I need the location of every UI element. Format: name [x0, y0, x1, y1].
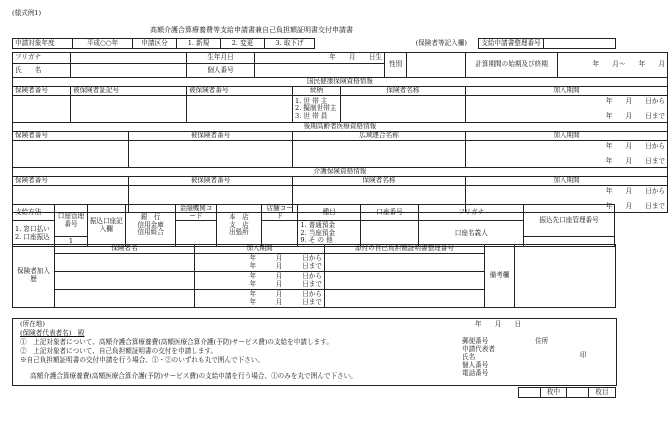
history-cert-field[interactable]	[325, 290, 485, 308]
pages-mid-label: 枚中	[541, 388, 567, 398]
bank-code-field[interactable]	[176, 221, 216, 247]
category-withdraw[interactable]: 3. 取下げ	[265, 39, 315, 49]
account-type-label: 種目	[298, 205, 361, 221]
kokuho-insurer-no-field[interactable]	[13, 96, 71, 123]
branch-code-label: 店舗コード	[262, 205, 298, 221]
sex-label: 性別	[385, 53, 407, 78]
bank-type-options[interactable]: 銀 行 信用金庫 信用組合	[125, 205, 175, 247]
representative-label: (保険者代表者名) 殿	[20, 329, 85, 337]
payment-method-label: 支給方法	[13, 205, 55, 221]
koki-union-header: 広域連合名称	[293, 132, 466, 141]
history-table	[12, 244, 616, 308]
history-period-header: 加入期間	[195, 245, 325, 254]
application-header-row	[12, 38, 616, 49]
transfer-entry-label: 振込口座記入欄	[87, 205, 125, 247]
declaration-line-1[interactable]: ① 上記対象者について、高額介護合算療養費(高額医療合算介護(予防)サービス費)の支給を申請します。	[20, 338, 333, 346]
kokuho-holder-no-header: 被保険者番号	[187, 87, 293, 96]
dest-mgmt-label: 振込先口座管理番号	[524, 205, 615, 237]
kokuho-relation-header: 続柄	[293, 87, 341, 96]
kaigo-section-title: 介護保険資格情報	[13, 168, 668, 177]
account-number-field[interactable]	[360, 221, 418, 247]
koki-union-field[interactable]	[293, 141, 466, 168]
form-label: (様式例1)	[12, 9, 42, 17]
personal-number-label: 個人番号	[187, 64, 255, 78]
history-period-field[interactable]: 年 月 日から 年 月 日まで	[195, 272, 325, 290]
kokuho-section-title: 国民健康保険資格情報	[13, 78, 668, 87]
phone-label: 電話番号	[462, 369, 489, 377]
applicant-table	[12, 52, 668, 213]
kaigo-holder-no-header: 被保険者番号	[129, 177, 293, 186]
furigana-label: フリガナ	[13, 53, 71, 64]
history-name-header: 保険者名	[55, 245, 195, 254]
history-cert-field[interactable]	[325, 254, 485, 272]
address-label: (所在地)	[20, 320, 45, 328]
payment-table	[12, 204, 615, 247]
period-label: 計算期間の始期及び終期	[466, 53, 558, 78]
insurer-column-label: (保険者等記入欄)	[415, 38, 467, 47]
year-label: 申請対象年度	[13, 39, 73, 49]
birthdate-label: 生年月日	[187, 53, 255, 64]
koki-insurer-no-header: 保険者番号	[13, 132, 129, 141]
declaration-line-2[interactable]: ② 上記対象者について、自己負担額証明書の交付を申請します。	[20, 347, 218, 355]
history-name-field[interactable]	[55, 272, 195, 290]
kaigo-period-field[interactable]: 年 月 日から 年 月 日まで	[466, 186, 668, 213]
kokuho-period-field[interactable]: 年 月 日から 年 月 日まで	[466, 96, 668, 123]
koki-holder-no-header: 被保険者番号	[129, 132, 293, 141]
koki-period-header: 加入期間	[466, 132, 668, 141]
history-label: 保険者加入歴	[13, 245, 55, 308]
koki-section-title: 後期高齢者医療資格情報	[13, 123, 668, 132]
remarks-field[interactable]	[515, 245, 616, 308]
category-change[interactable]: 2. 変更	[221, 39, 265, 49]
sex-field[interactable]	[407, 53, 466, 78]
koki-insurer-no-field[interactable]	[13, 141, 129, 168]
kaigo-insurer-name-header: 保険者名称	[293, 177, 466, 186]
declaration-note: ※自己負担額証明書の交付申請を行う場合、①・②のいずれも丸で囲んで下さい。	[20, 356, 264, 364]
application-date[interactable]: 年 月 日	[475, 320, 522, 328]
kokuho-relation-options[interactable]: 1. 世 帯 主 2. 擬制世帯主 3. 世 帯 員	[293, 96, 341, 123]
account-holder-label: 口座名義人	[419, 221, 524, 247]
current-page-field[interactable]	[567, 388, 589, 398]
history-name-field[interactable]	[55, 290, 195, 308]
address-field-label: 住所	[535, 337, 549, 345]
account-furigana-label: フリガナ	[419, 205, 524, 221]
kaigo-period-header: 加入期間	[466, 177, 668, 186]
applicant-rep-label: 申請代表者	[462, 345, 495, 353]
receipt-number-field[interactable]	[544, 39, 616, 49]
payment-method-options[interactable]: 1. 窓口払い 2. 口座振込	[13, 221, 55, 247]
account-type-options[interactable]: 1. 普通預金 2. 当座預金 9. そ の 他	[298, 221, 361, 247]
koki-holder-no-field[interactable]	[129, 141, 293, 168]
account-number-label: 口座番号	[360, 205, 418, 221]
birthdate-field[interactable]: 年 月 日生	[255, 53, 385, 64]
personal-number-field[interactable]	[255, 64, 385, 78]
seal-mark: 印	[580, 351, 587, 359]
name-field[interactable]	[71, 64, 187, 78]
declaration-line-3: 高額介護合算療養費(高額医療合算介護(予防)サービス費)の支給申請を行う場合、①のみを丸で囲んで下さい。	[30, 372, 357, 380]
kokuho-holder-no-field[interactable]	[187, 96, 293, 123]
koki-period-field[interactable]: 年 月 日から 年 月 日まで	[466, 141, 668, 168]
history-period-field[interactable]: 年 月 日から 年 月 日まで	[195, 290, 325, 308]
rep-name-label: 氏名	[462, 353, 476, 361]
name-label: 氏 名	[13, 64, 71, 78]
bank-code-label: 金融機関コード	[176, 205, 216, 221]
kokuho-insurer-no-header: 保険者番号	[13, 87, 71, 96]
branch-type-options[interactable]: 本 店 支 店 出張所	[216, 205, 261, 247]
window-mgmt-label: 口座管理番号	[55, 205, 87, 237]
kokuho-insurer-name-header: 保険者名称	[341, 87, 466, 96]
furigana-field[interactable]	[71, 53, 187, 64]
kokuho-insurer-name-field[interactable]	[341, 96, 466, 123]
history-period-field[interactable]: 年 月 日から 年 月 日まで	[195, 254, 325, 272]
kokuho-cert-mark-header: 被保険者証記号	[71, 87, 187, 96]
category-new[interactable]: 1. 新規	[177, 39, 221, 49]
category-label: 申請区分	[133, 39, 177, 49]
kaigo-insurer-no-header: 保険者番号	[13, 177, 129, 186]
kokuho-period-header: 加入期間	[466, 87, 668, 96]
remarks-label: 備考欄	[485, 245, 515, 308]
history-cert-field[interactable]	[325, 272, 485, 290]
branch-code-field[interactable]	[262, 221, 298, 247]
history-name-field[interactable]	[55, 254, 195, 272]
history-cert-header: 添付の自己負担額証明書整理番号	[325, 245, 485, 254]
receipt-number-label: 支給申請書整理番号	[479, 39, 544, 49]
period-field[interactable]: 年 月～ 年 月	[558, 53, 668, 78]
total-pages-field[interactable]	[519, 388, 541, 398]
pages-current-label: 枚目	[589, 388, 616, 398]
rep-personal-number-label: 個人番号	[462, 361, 489, 369]
page-title: 高額介護合算療養費等支給申請書兼自己負担額証明書交付申請書	[150, 26, 353, 34]
postal-code-label: 郵便番号	[462, 337, 489, 345]
window-mgmt-value[interactable]: 1	[55, 237, 87, 247]
year-value[interactable]: 平成○○年	[73, 39, 133, 49]
kokuho-cert-mark-field[interactable]	[71, 96, 187, 123]
page-counter	[518, 387, 616, 398]
